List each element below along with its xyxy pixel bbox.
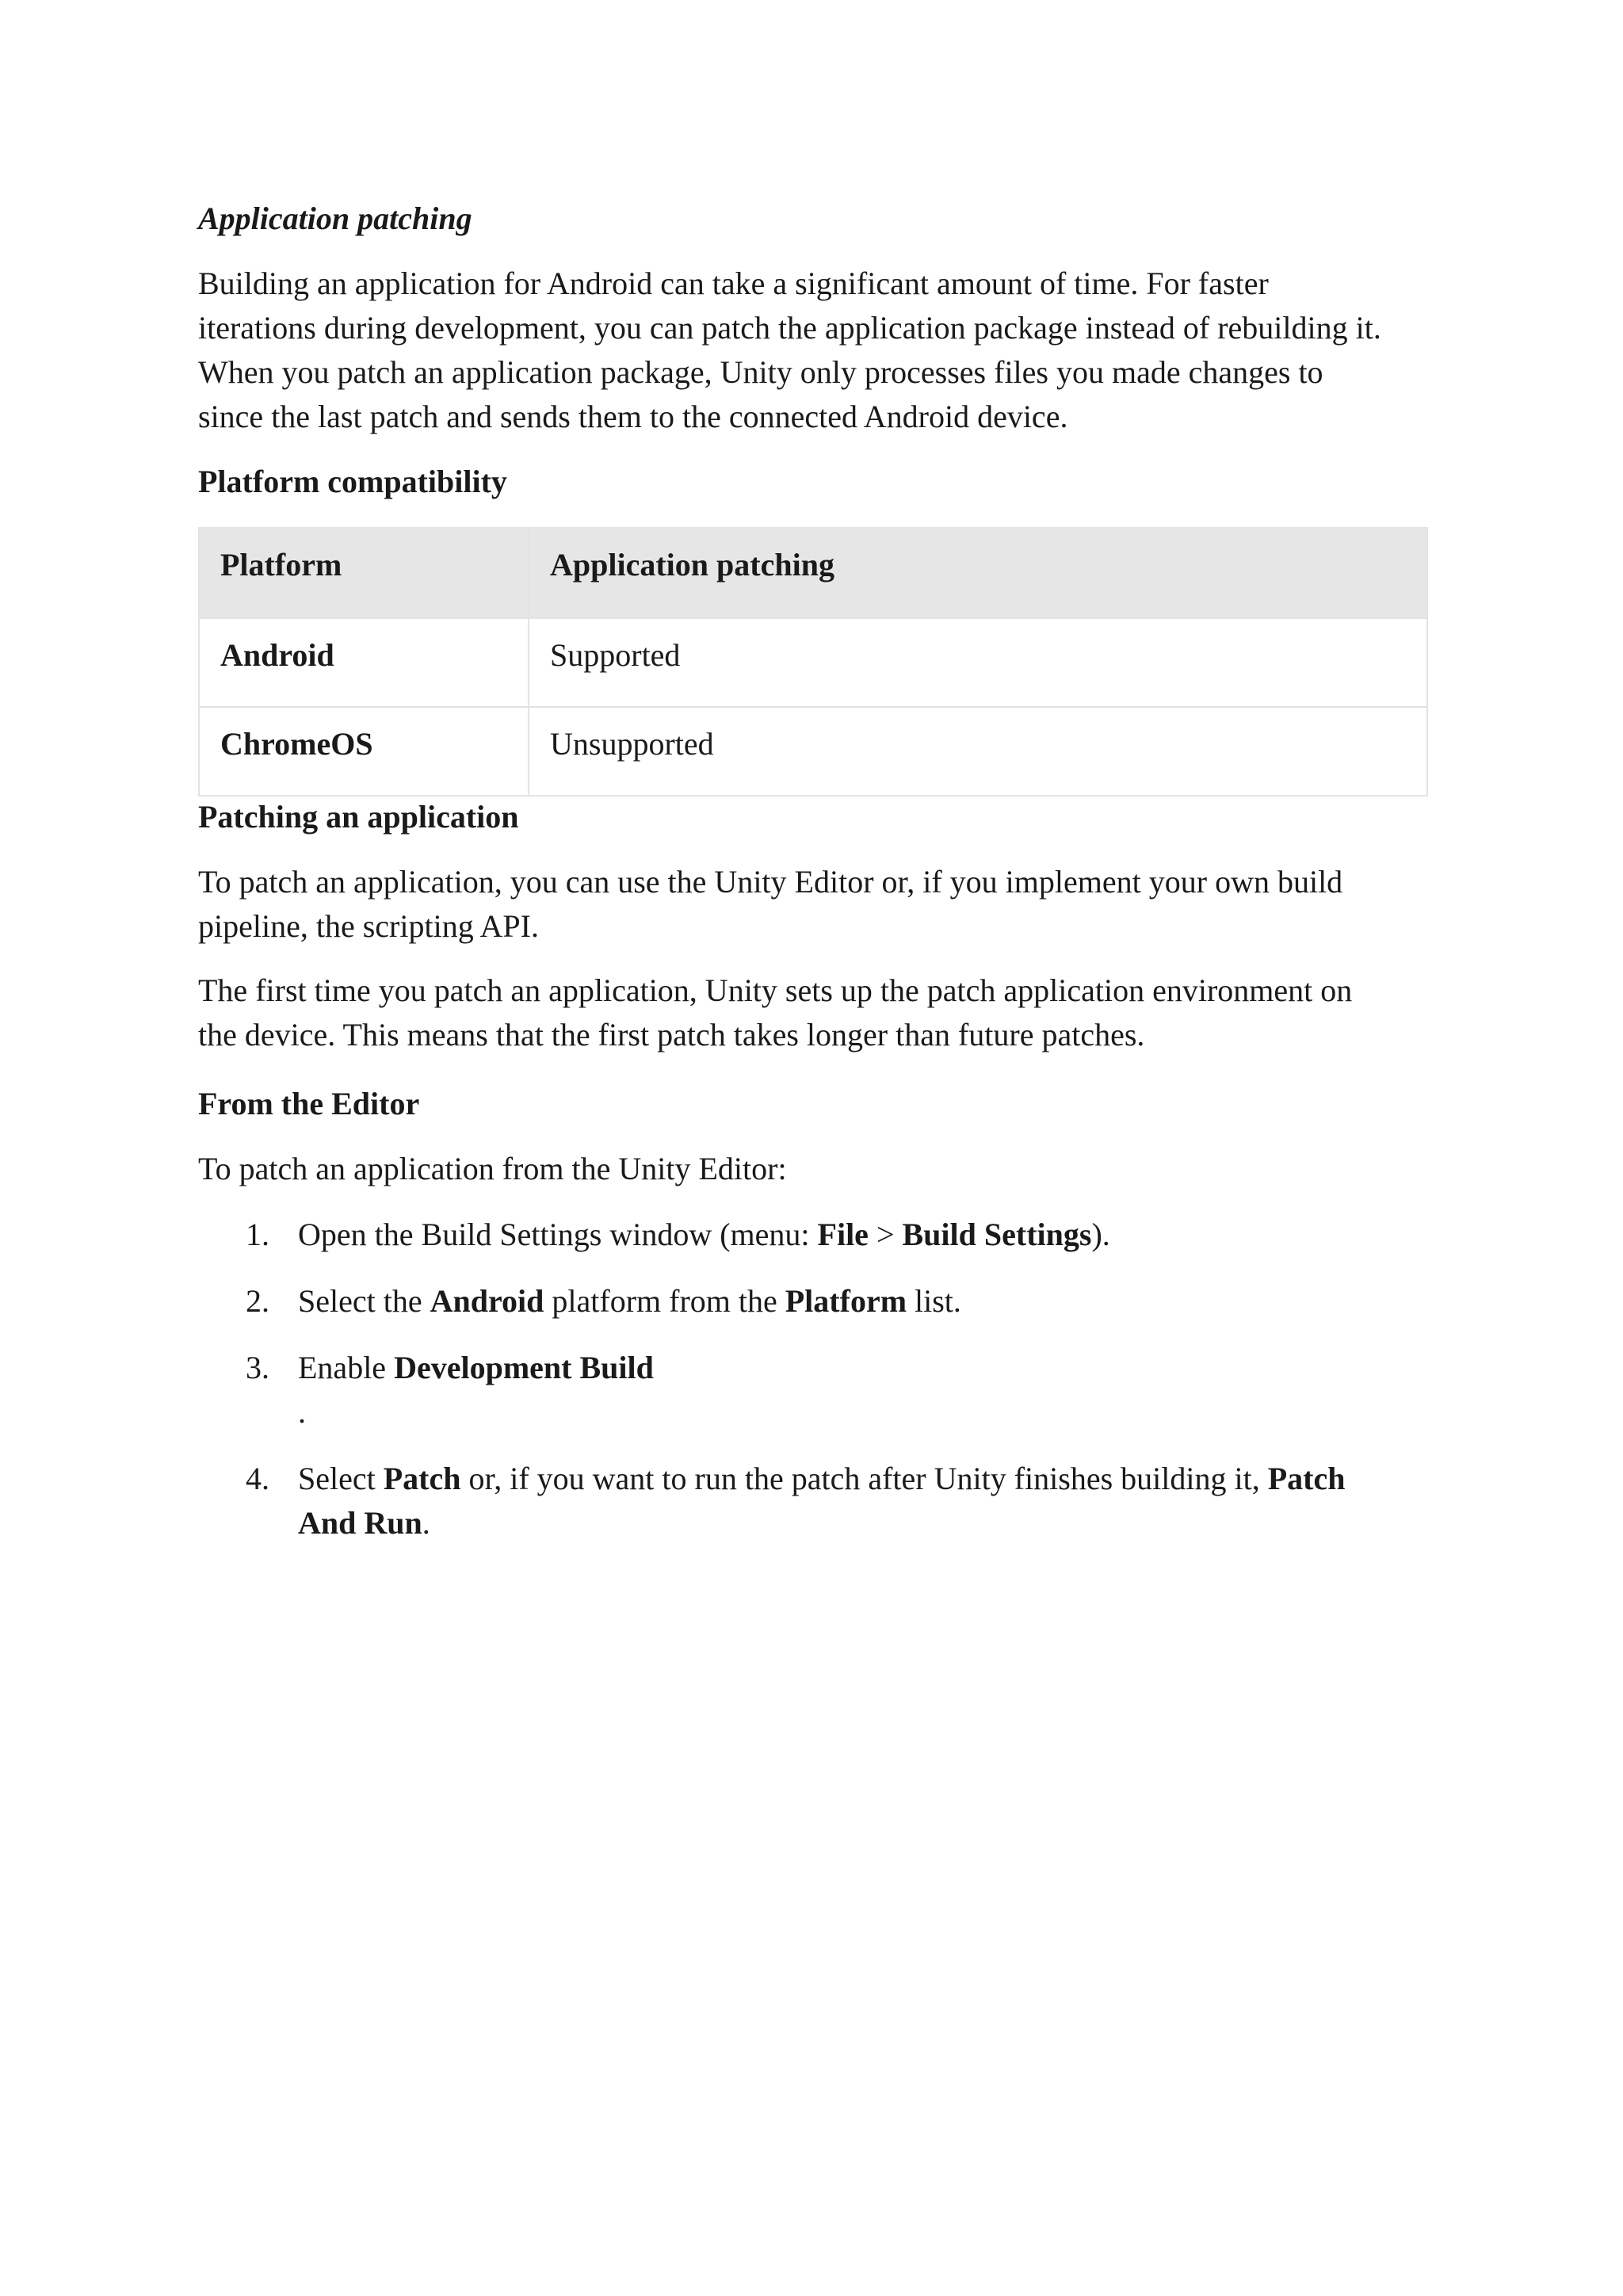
patching-paragraph-2 bbox=[198, 968, 1434, 1057]
table-cell-platform: Android bbox=[199, 618, 529, 707]
table-cell-status: Supported bbox=[529, 618, 1427, 707]
table-row bbox=[199, 618, 1427, 707]
step-bold: Patch bbox=[1267, 1461, 1346, 1496]
step-bold: Android bbox=[430, 1283, 544, 1319]
step-bold: File bbox=[817, 1217, 869, 1252]
step-bold: Development Build bbox=[394, 1350, 654, 1385]
step-bold: Build Settings bbox=[902, 1217, 1092, 1252]
list-item bbox=[198, 1213, 1434, 1257]
step-text: . bbox=[422, 1505, 430, 1541]
from-editor-heading: From the Editor bbox=[198, 1086, 420, 1121]
intro-paragraph bbox=[198, 262, 1434, 439]
paragraph-line: pipeline, the scripting API. bbox=[198, 908, 539, 944]
list-item bbox=[198, 1457, 1434, 1545]
platform-compat-heading: Platform compatibility bbox=[198, 464, 507, 499]
editor-steps-list bbox=[198, 1213, 1434, 1545]
step-bold: Platform bbox=[785, 1283, 907, 1319]
step-text: or, if you want to run the patch after Unity finishes building it, bbox=[460, 1461, 1268, 1496]
table-header-row bbox=[199, 528, 1427, 618]
step-text: . bbox=[298, 1394, 306, 1430]
editor-intro: To patch an application from the Unity Editor: bbox=[198, 1151, 787, 1186]
step-text: ). bbox=[1091, 1217, 1110, 1252]
table-row bbox=[199, 707, 1427, 796]
patching-paragraph-1 bbox=[198, 860, 1434, 949]
step-text: Select bbox=[298, 1461, 384, 1496]
step-text: Enable bbox=[298, 1350, 395, 1385]
step-text: platform from the bbox=[544, 1283, 785, 1319]
step-bold: Patch bbox=[383, 1461, 461, 1496]
step-number: 3. bbox=[246, 1350, 269, 1385]
step-text: > bbox=[868, 1217, 903, 1252]
table-header-patching: Application patching bbox=[529, 528, 1427, 618]
step-bold: And Run bbox=[298, 1505, 422, 1541]
table-header-platform: Platform bbox=[199, 528, 529, 618]
list-item bbox=[198, 1279, 1434, 1324]
section-heading: Application patching bbox=[198, 201, 472, 236]
step-number: 1. bbox=[246, 1217, 269, 1252]
intro-line: When you patch an application package, Unity only processes files you made changes to bbox=[198, 354, 1323, 390]
platform-compat-table bbox=[198, 527, 1428, 797]
table-cell-status: Unsupported bbox=[529, 707, 1427, 796]
paragraph-line: The first time you patch an application, Unity sets up the patch application environment on bbox=[198, 972, 1353, 1008]
step-text: Select the bbox=[298, 1283, 430, 1319]
intro-line: Building an application for Android can take a significant amount of time. For faster bbox=[198, 266, 1269, 301]
list-item bbox=[198, 1346, 1434, 1435]
step-number: 4. bbox=[246, 1461, 269, 1496]
intro-line: since the last patch and sends them to the connected Android device. bbox=[198, 399, 1068, 434]
step-text: list. bbox=[907, 1283, 961, 1319]
paragraph-line: To patch an application, you can use the Unity Editor or, if you implement your own build bbox=[198, 864, 1343, 900]
step-text: Open the Build Settings window (menu: bbox=[298, 1217, 818, 1252]
step-number: 2. bbox=[246, 1283, 269, 1319]
patching-heading: Patching an application bbox=[198, 799, 519, 835]
intro-line: iterations during development, you can patch the application package instead of rebuilding it. bbox=[198, 310, 1381, 346]
table-cell-platform: ChromeOS bbox=[199, 707, 529, 796]
paragraph-line: the device. This means that the first patch takes longer than future patches. bbox=[198, 1017, 1145, 1052]
